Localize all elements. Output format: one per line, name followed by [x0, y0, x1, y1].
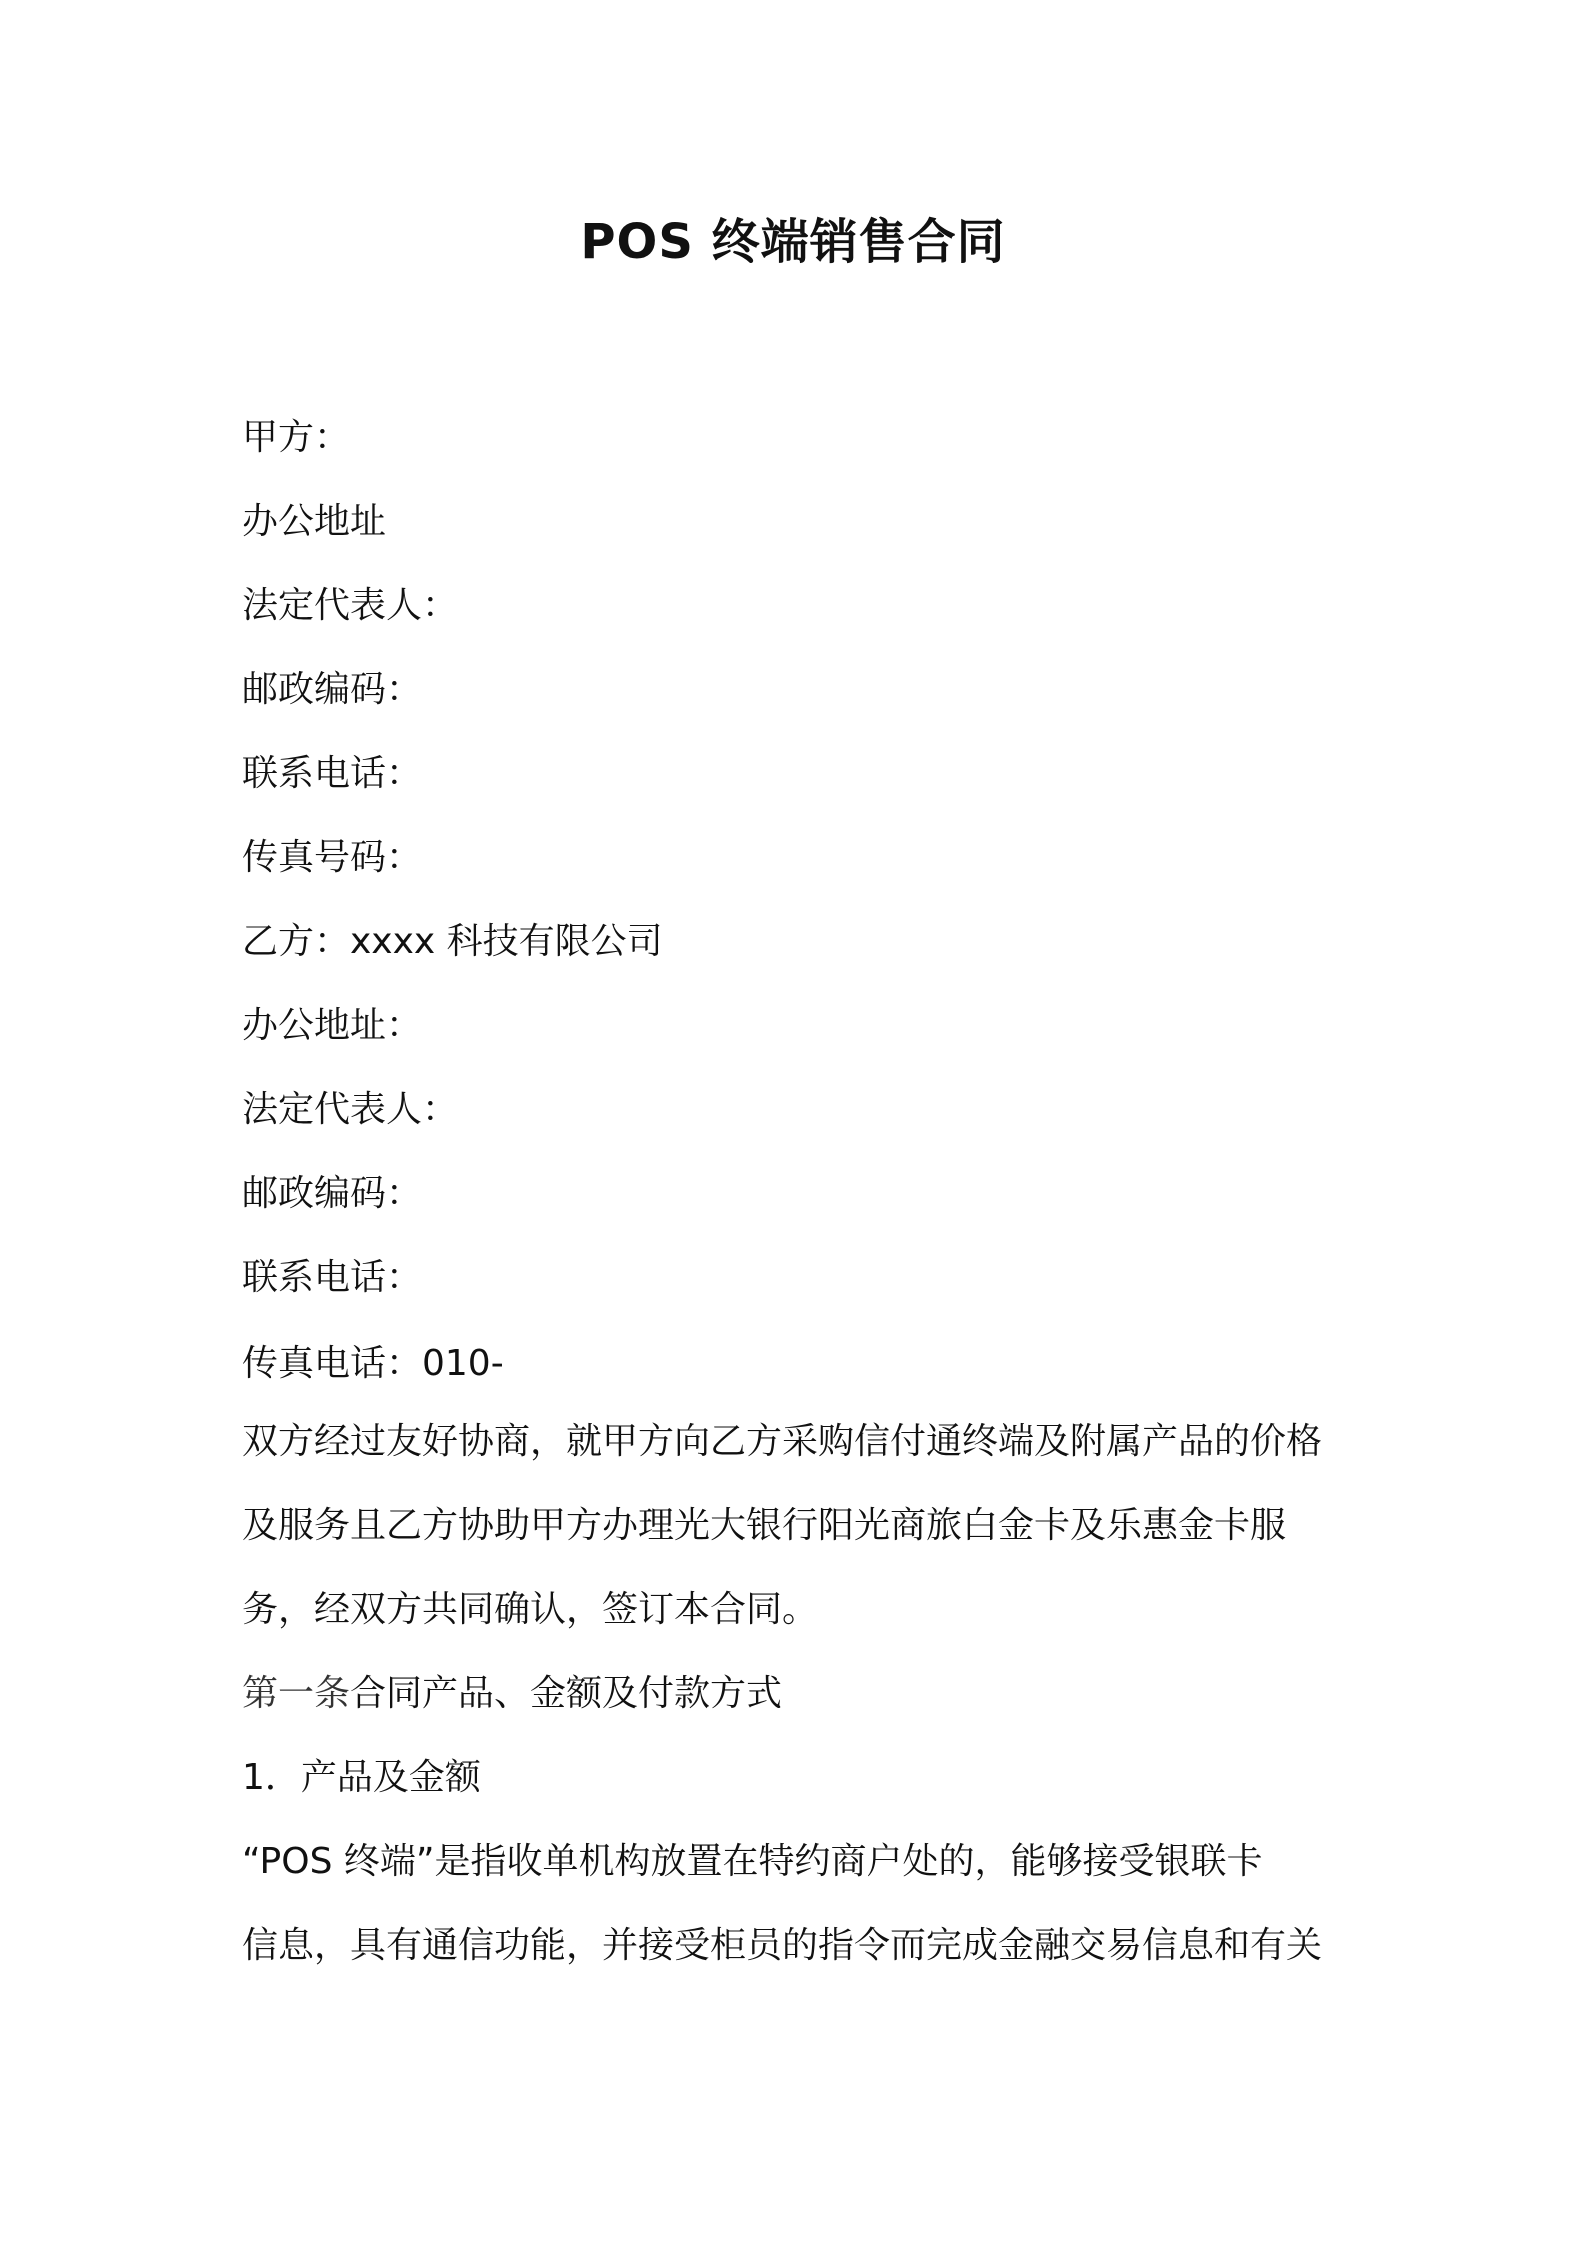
document-title: POS 终端销售合同: [580, 214, 1006, 270]
party-a-postal-code: 邮政编码：: [242, 669, 423, 710]
definition-paragraph: [242, 1838, 1362, 2006]
article-1-heading: [242, 1670, 782, 1718]
intro-line: 务，经双方共同确认，签订本合同。: [242, 1589, 819, 1630]
intro-line: 及服务且乙方协助甲方办理光大银行阳光商旅白金卡及乐惠金卡服: [242, 1505, 1287, 1546]
party-a-phone: 联系电话：: [242, 753, 423, 794]
definition-line: “POS 终端”是指收单机构放置在特约商户处的，能够接受银联卡: [242, 1841, 1263, 1882]
party-b-office-address: 办公地址：: [242, 1005, 423, 1046]
party-a-fax: 传真号码：: [242, 837, 423, 878]
article-1-prefix: 第一条: [242, 1673, 351, 1714]
party-b-postal-code: 邮政编码：: [242, 1173, 423, 1214]
party-b-fax: 传真电话：010-: [242, 1343, 504, 1384]
party-a-office-address: 办公地址: [242, 501, 387, 542]
party-a-legal-rep: 法定代表人：: [242, 585, 459, 626]
party-b-label: 乙方：xxxx 科技有限公司: [242, 921, 663, 962]
party-b-legal-rep: 法定代表人：: [242, 1089, 459, 1130]
party-b-phone: 联系电话：: [242, 1257, 423, 1298]
definition-line: 信息，具有通信功能，并接受柜员的指令而完成金融交易信息和有关: [242, 1925, 1323, 1966]
article-1-title: 合同产品、金额及付款方式: [350, 1673, 783, 1714]
party-a-label: 甲方：: [242, 417, 351, 458]
intro-line: 双方经过友好协商，就甲方向乙方采购信付通终端及附属产品的价格: [242, 1421, 1323, 1462]
section-1-heading: 1．产品及金额: [242, 1757, 481, 1798]
intro-paragraph: [242, 1418, 1362, 1670]
